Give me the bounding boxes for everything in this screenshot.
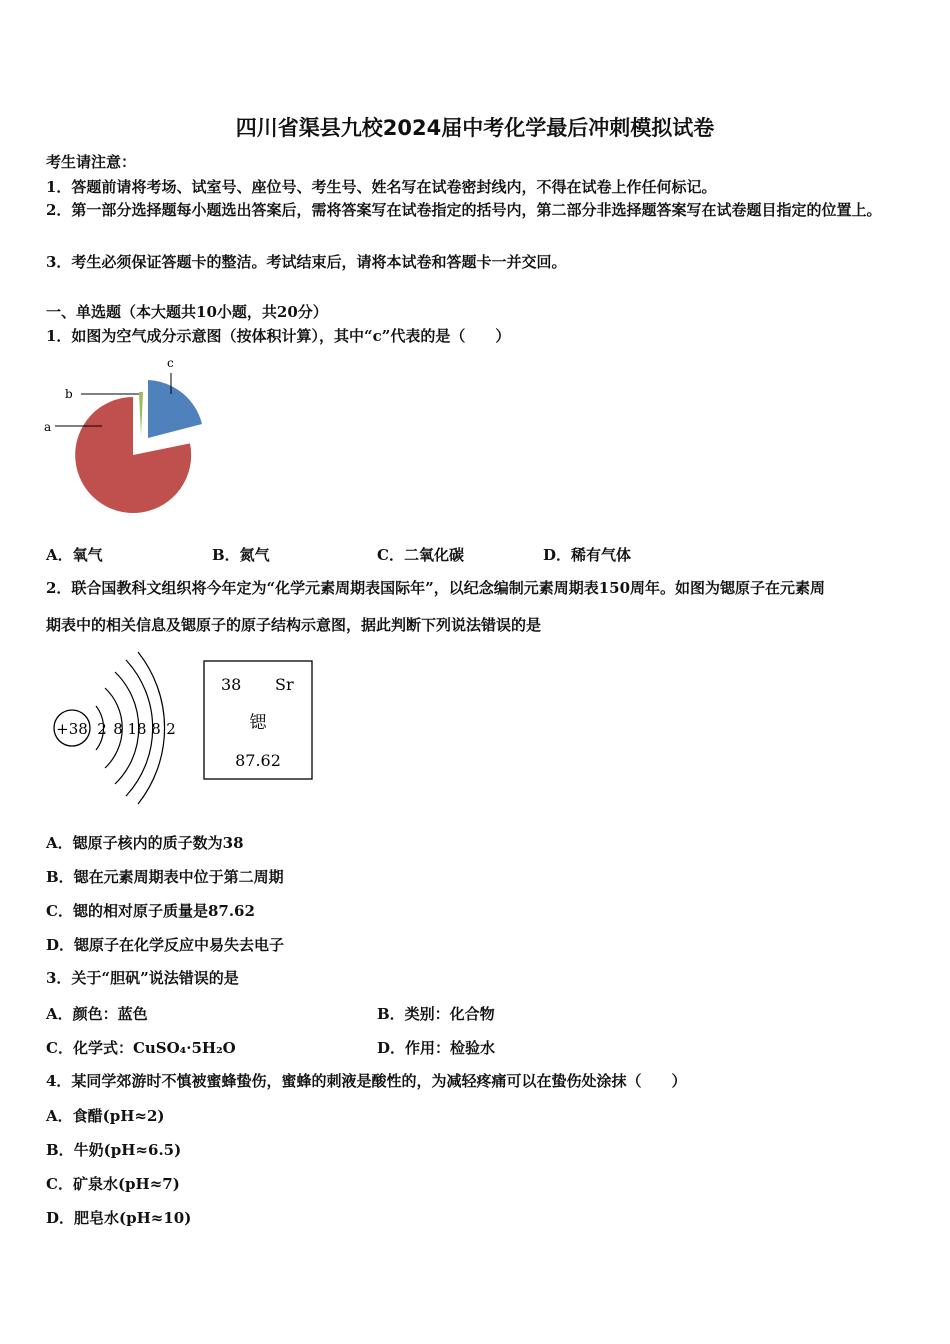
notice-item-2: 2．第一部分选择题每小题选出答案后，需将答案写在试卷指定的括号内，第二部分非选择题答案写在试卷题目指定的位置上。 bbox=[46, 201, 882, 219]
q1-option-d[interactable]: D．稀有气体 bbox=[543, 546, 632, 564]
pie-slice-b bbox=[139, 392, 143, 435]
q2-option-c[interactable]: C．锶的相对原子质量是87.62 bbox=[46, 902, 255, 920]
q3-stem: 3．关于“胆矾”说法错误的是 bbox=[46, 969, 239, 987]
q2-option-a[interactable]: A．锶原子核内的质子数为38 bbox=[46, 834, 244, 852]
q4-option-c[interactable]: C．矿泉水(pH≈7) bbox=[46, 1175, 180, 1193]
section-heading: 一、单选题（本大题共10小题，共20分） bbox=[46, 303, 328, 321]
q2-stem-line-2: 期表中的相关信息及锶原子的原子结构示意图，据此判断下列说法错误的是 bbox=[46, 616, 542, 634]
notice-item-1: 1．答题前请将考场、试室号、座位号、考生号、姓名写在试卷密封线内，不得在试卷上作任何标记。 bbox=[46, 178, 717, 196]
element-symbol: Sr bbox=[275, 675, 294, 694]
notice-item-3: 3．考生必须保证答题卡的整洁。考试结束后，请将本试卷和答题卡一并交回。 bbox=[46, 253, 567, 271]
notice-heading: 考生请注意： bbox=[46, 153, 137, 171]
q2-option-b[interactable]: B．锶在元素周期表中位于第二周期 bbox=[46, 868, 284, 886]
shell-1-electrons: 2 bbox=[97, 720, 107, 738]
page-title: 四川省渠县九校2024届中考化学最后冲刺模拟试卷 bbox=[235, 116, 715, 140]
strontium-element-cell bbox=[203, 660, 315, 782]
q1-option-b[interactable]: B．氮气 bbox=[212, 546, 270, 564]
q4-option-a[interactable]: A．食醋(pH≈2) bbox=[46, 1107, 165, 1125]
air-composition-pie-chart bbox=[40, 352, 220, 524]
pie-label-b: b bbox=[65, 387, 73, 401]
atomic-number: 38 bbox=[221, 675, 242, 694]
q4-option-b[interactable]: B．牛奶(pH≈6.5) bbox=[46, 1141, 182, 1159]
atomic-mass: 87.62 bbox=[235, 751, 281, 770]
pie-slice-c bbox=[148, 380, 202, 438]
shell-3-electrons: 18 bbox=[127, 720, 147, 738]
shell-2-electrons: 8 bbox=[113, 720, 123, 738]
q1-stem: 1．如图为空气成分示意图（按体积计算），其中“c”代表的是（ ） bbox=[46, 327, 511, 345]
q1-option-c[interactable]: C．二氧化碳 bbox=[377, 546, 464, 564]
pie-label-a: a bbox=[44, 420, 52, 434]
q2-option-d[interactable]: D．锶原子在化学反应中易失去电子 bbox=[46, 936, 285, 954]
q4-option-d[interactable]: D．肥皂水(pH≈10) bbox=[46, 1209, 192, 1227]
q1-option-a[interactable]: A．氧气 bbox=[46, 546, 103, 564]
q3-option-b[interactable]: B．类别：化合物 bbox=[377, 1005, 495, 1023]
shell-5-electrons: 2 bbox=[166, 720, 176, 738]
q2-stem-line-1: 2．联合国教科文组织将今年定为“化学元素周期表国际年”，以纪念编制元素周期表150周年。如图为锶原子在元素周 bbox=[46, 579, 826, 597]
q3-option-c[interactable]: C．化学式：CuSO₄·5H₂O bbox=[46, 1039, 236, 1057]
q3-option-a[interactable]: A．颜色：蓝色 bbox=[46, 1005, 148, 1023]
q4-stem: 4．某同学郊游时不慎被蜜蜂蛰伤，蜜蜂的刺液是酸性的，为减轻疼痛可以在蛰伤处涂抹（ ） bbox=[46, 1072, 687, 1090]
q3-option-d[interactable]: D．作用：检验水 bbox=[377, 1039, 496, 1057]
nucleus-charge: +38 bbox=[56, 720, 88, 738]
shell-4-electrons: 8 bbox=[151, 720, 161, 738]
strontium-atom-structure-diagram bbox=[50, 648, 190, 808]
element-name: 锶 bbox=[249, 713, 267, 733]
pie-label-c: c bbox=[167, 356, 174, 370]
